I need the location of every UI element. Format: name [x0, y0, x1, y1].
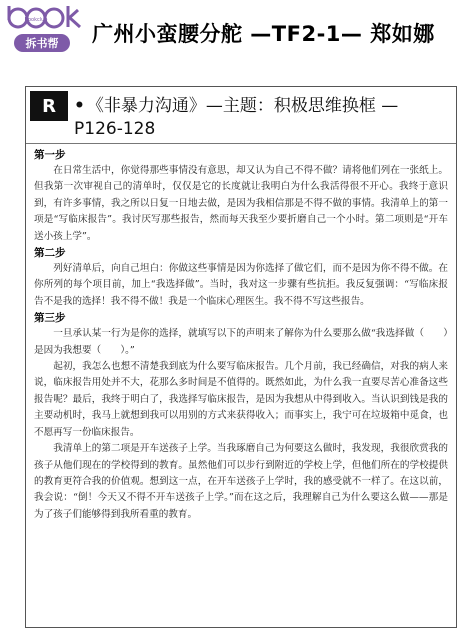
step-3-paragraph-3: 我清单上的第二项是开车送孩子上学。当我琢磨自己为何要这么做时，我发现，我很欣赏我的孩子从他们现在的学校得到的教育。虽然他们可以步行到附近的学校上学，但他们所在的学校提供的教育更符合我的价值观。想到这一点，在开车送孩子上学时，我的感受就不一样了。在这以前，我会说：“倒！今天又不得不开车送孩子上学。”而在这之后，我理解自己为什么要这么做——那是为了孩子们能够得到我所看重的教育。	[34, 443, 448, 520]
step-3-label: 第三步	[34, 312, 66, 325]
bookclub-logo-icon	[6, 4, 84, 62]
section-badge: R	[30, 91, 68, 121]
bookclub-logo	[6, 4, 84, 62]
reading-card	[25, 86, 457, 628]
page-title: 广州小蛮腰分舵 —TF2-1— 郑如娜	[92, 22, 435, 46]
logo-club-text: Bookclub	[24, 17, 48, 23]
logo-chinese-text: 拆书帮	[25, 37, 59, 50]
page-header	[0, 0, 466, 80]
step-1-label: 第一步	[34, 149, 66, 161]
card-title	[74, 95, 452, 141]
card-title-text: 《非暴力沟通》—主题：积极思维换框 — P126-128	[74, 96, 399, 139]
step-3-paragraph-1: 一旦承认某一行为是你的选择，就填写以下的声明来了解你为什么要那么做“我选择做（ ）是因为我想要（ ）。”	[34, 328, 448, 356]
step-2-paragraph: 列好清单后，向自己坦白：你做这些事情是因为你选择了做它们，而不是因为你不得不做。在你所列的每个项目前，加上“我选择做”。当时，我对这一步骤有些抗拒。我反复强调：“写临床报告不是我的选择！我不得不做！我是一个临床心理医生。我不得不写这些报告。	[34, 263, 448, 307]
step-3-paragraph-2: 起初，我怎么也想不清楚我到底为什么要写临床报告。几个月前，我已经确信，对我的病人来说，临床报告用处并不大，花那么多时间是不值得的。既然如此，为什么我一直要尽苦心准备这些报告呢？最后，我终于明白了，我选择写临床报告，是因为我想从中得到收入。当认识到钱是我的主要动机时，我马上就想到我可以用别的方式来获得收入；而事实上，我宁可在垃圾箱中觅食，也不愿再写一份临床报告。	[34, 361, 448, 438]
bullet-icon: •	[74, 96, 85, 116]
card-body	[34, 147, 448, 523]
card-header	[26, 87, 456, 144]
step-1-paragraph: 在日常生活中，你觉得那些事情没有意思，却又认为自己不得不做？请将他们列在一张纸上。但我第一次审视自己的清单时，仅仅是它的长度就让我明白为什么我活得很不开心。我终于意识到，有许多事情，我之所以日复一日地去做，是因为我相信那是不得不做的事情。我清单上的第一项是“写临床报告”。我讨厌写那些报告，然而每天我至少要折磨自己一个小时。第二项则是“开车送小孩上学”。	[34, 165, 448, 242]
step-2-label: 第二步	[34, 247, 66, 260]
